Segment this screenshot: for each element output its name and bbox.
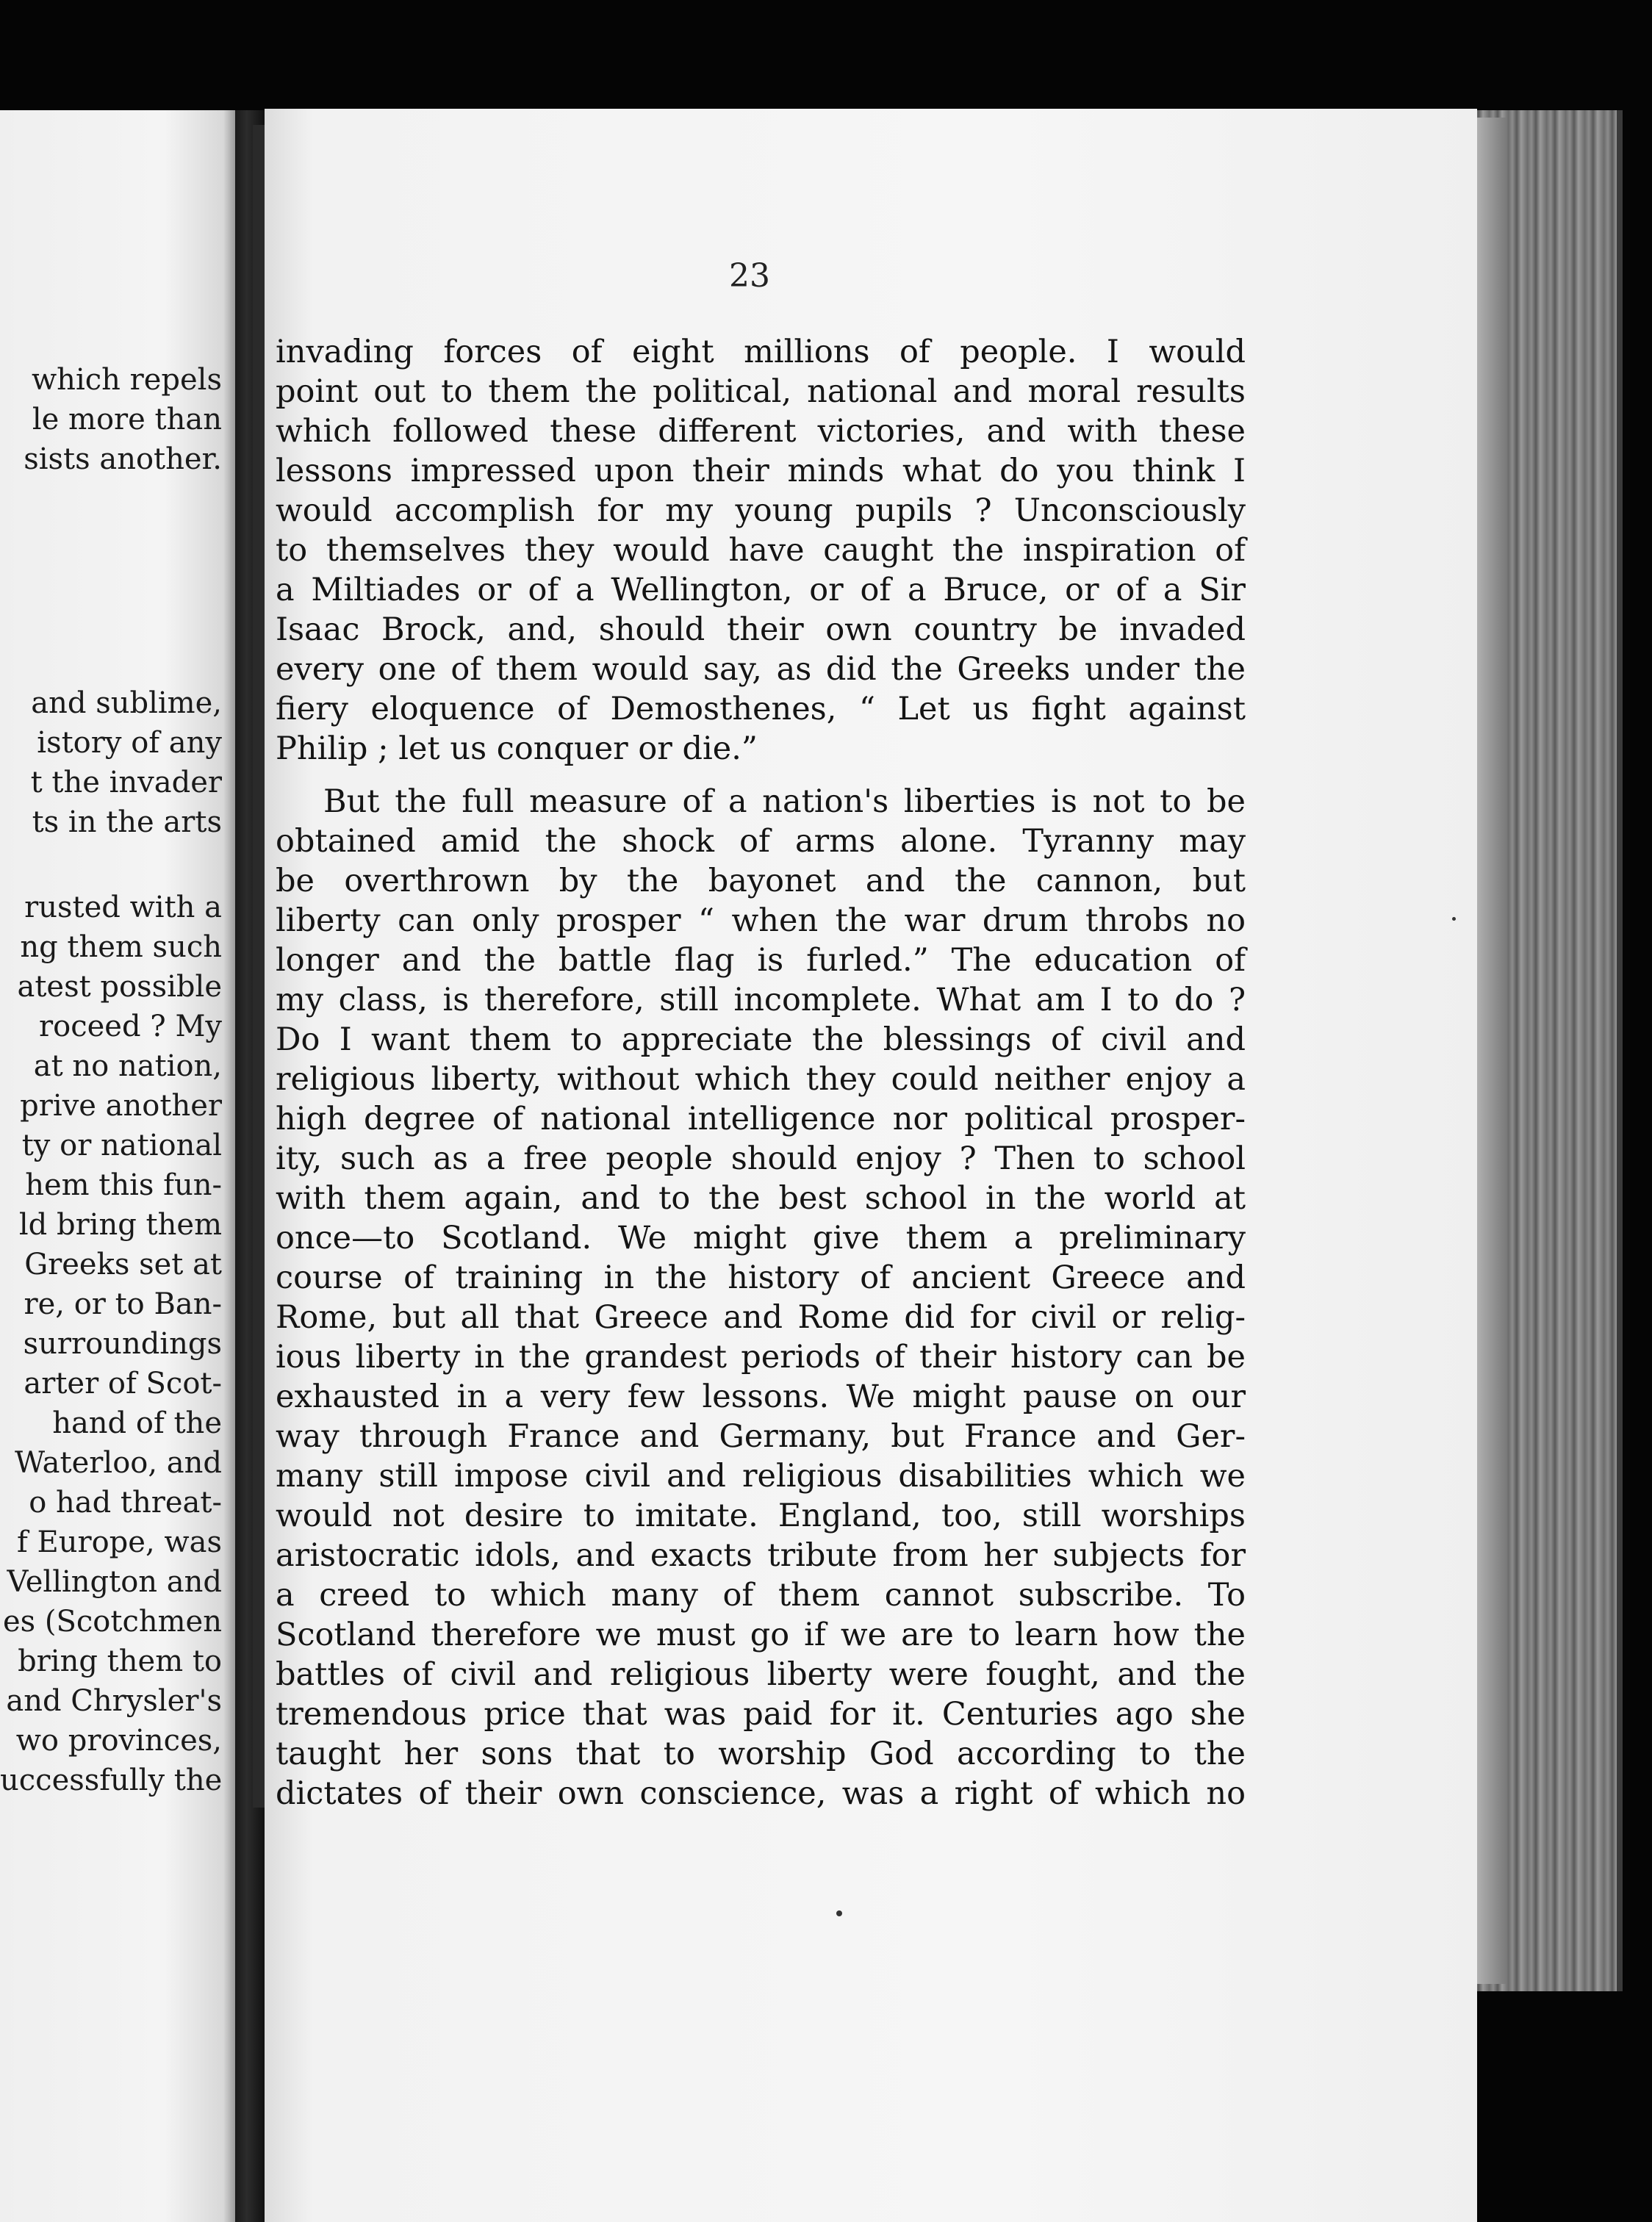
text-line: course of training in the history of ancient Greece and <box>276 1259 1246 1296</box>
left-page-line: t the invader <box>30 766 222 799</box>
text-line: ity, such as a free people should enjoy ? Then to school <box>276 1140 1246 1177</box>
left-page-line: roceed ? My <box>39 1010 222 1043</box>
text-line: fiery eloquence of Demosthenes, “ Let us fight against <box>276 691 1246 727</box>
left-page-line: sists another. <box>24 442 222 476</box>
ink-speck <box>1452 917 1456 921</box>
left-page-line: bring them to <box>18 1644 222 1678</box>
text-line: many still impose civil and religious disabilities which we <box>276 1458 1246 1495</box>
text-line: high degree of national intelligence nor political prosper- <box>276 1101 1246 1137</box>
text-line: longer and the battle flag is furled.” The education of <box>276 942 1246 979</box>
text-line: point out to them the political, national and moral results <box>276 373 1246 410</box>
left-page-line: arter of Scot- <box>24 1367 222 1401</box>
text-line: dictates of their own conscience, was a right of which no <box>276 1775 1246 1812</box>
text-line: invading forces of eight millions of people. I would <box>276 334 1246 370</box>
text-line: battles of civil and religious liberty were fought, and the <box>276 1656 1246 1693</box>
left-page-line: Greeks set at <box>24 1248 222 1281</box>
text-line: way through France and Germany, but France and Ger- <box>276 1418 1246 1455</box>
left-page-line: es (Scotchmen <box>2 1605 222 1639</box>
left-page-line: atest possible <box>17 970 222 1004</box>
left-page-line: prive another <box>20 1089 222 1123</box>
left-page-line: ts in the arts <box>32 805 222 839</box>
text-line: with them again, and to the best school in the world at <box>276 1180 1246 1217</box>
text-line: a Miltiades or of a Wellington, or of a Bruce, or of a Sir <box>276 572 1246 608</box>
text-line: Isaac Brock, and, should their own country be invaded <box>276 611 1246 648</box>
text-line: would accomplish for my young pupils ? Unconsciously <box>276 492 1246 529</box>
text-line: But the full measure of a nation's liberties is not to be <box>323 783 1246 820</box>
left-page-line: rusted with a <box>24 891 222 924</box>
left-page-line: wo provinces, <box>15 1724 222 1758</box>
left-page-line: ty or national <box>21 1129 222 1162</box>
text-line: lessons impressed upon their minds what do you think I <box>276 453 1246 489</box>
text-line: taught her sons that to worship God according to the <box>276 1736 1246 1772</box>
text-line: would not desire to imitate. England, too, still worships <box>276 1497 1246 1534</box>
text-line: my class, is therefore, still incomplete. What am I to do ? <box>276 982 1246 1018</box>
left-page <box>0 110 235 2222</box>
left-page-line: Waterloo, and <box>15 1446 222 1480</box>
page-number: 23 <box>729 257 770 295</box>
text-line: ious liberty in the grandest periods of their history can be <box>276 1339 1246 1376</box>
left-page-line: le more than <box>32 403 222 436</box>
left-page-line: o had threat- <box>29 1486 222 1520</box>
text-line: aristocratic idols, and exacts tribute from her subjects for <box>276 1537 1246 1574</box>
left-page-line: ld bring them <box>18 1208 222 1242</box>
left-page-line: istory of any <box>37 726 222 760</box>
left-page-line: uccessfully the <box>0 1763 223 1797</box>
text-line: every one of them would say, as did the Greeks under the <box>276 651 1246 688</box>
text-line: Rome, but all that Greece and Rome did for civil or relig- <box>276 1299 1246 1336</box>
left-page-line: at no nation, <box>33 1049 222 1083</box>
text-line: which followed these different victories, and with these <box>276 413 1246 450</box>
left-page-line: hem this fun- <box>25 1168 222 1202</box>
ink-speck <box>836 1910 842 1916</box>
text-line: liberty can only prosper “ when the war drum throbs no <box>276 902 1246 939</box>
text-line: exhausted in a very few lessons. We might pause on our <box>276 1378 1246 1415</box>
left-page-line: surroundings <box>23 1327 222 1361</box>
left-page-line: which repels <box>31 363 222 397</box>
left-page-line: ng them such <box>20 930 222 964</box>
text-line: tremendous price that was paid for it. Centuries ago she <box>276 1696 1246 1733</box>
text-line: be overthrown by the bayonet and the cannon, but <box>276 863 1246 899</box>
text-line: to themselves they would have caught the inspiration of <box>276 532 1246 569</box>
text-line: Scotland therefore we must go if we are to learn how the <box>276 1617 1246 1653</box>
page-edges-shadow <box>1477 118 1506 1984</box>
left-page-line: hand of the <box>52 1406 222 1440</box>
text-line: Philip ; let us conquer or die.” <box>276 730 758 767</box>
left-page-line: and Chrysler's <box>6 1684 222 1718</box>
text-line: religious liberty, without which they could neither enjoy a <box>276 1061 1246 1098</box>
left-page-line: and sublime, <box>31 686 222 720</box>
left-page-line: Vellington and <box>7 1565 222 1599</box>
text-line: once—to Scotland. We might give them a preliminary <box>276 1220 1246 1256</box>
text-line: a creed to which many of them cannot subscribe. To <box>276 1577 1246 1614</box>
left-page-line: f Europe, was <box>16 1525 222 1559</box>
text-line: Do I want them to appreciate the blessings of civil and <box>276 1021 1246 1058</box>
text-line: obtained amid the shock of arms alone. Tyranny may <box>276 823 1246 860</box>
left-page-line: re, or to Ban- <box>24 1287 222 1321</box>
